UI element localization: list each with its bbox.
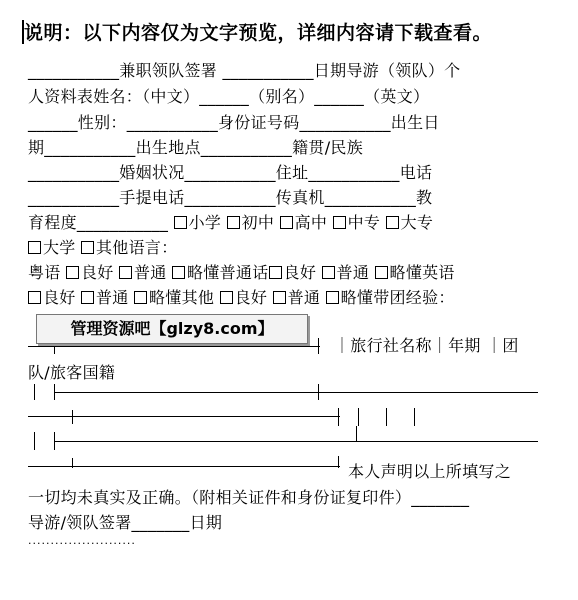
education-label: 育程度___________ xyxy=(28,213,169,232)
education-line xyxy=(28,210,433,233)
table-rule xyxy=(54,392,538,393)
option-junior-high: 初中 xyxy=(241,213,275,232)
table-tick xyxy=(358,408,359,426)
label-tour-experience: 略懂带团经验： xyxy=(340,288,455,307)
checkbox-english-good[interactable] xyxy=(28,291,41,304)
declaration-text-1: 本人声明以上所填写之 xyxy=(348,462,512,481)
table-tick xyxy=(34,384,35,400)
label-normal: 普通 xyxy=(96,288,129,307)
checkbox-primary-school[interactable] xyxy=(174,216,187,229)
table-tick xyxy=(414,408,415,426)
table-tick xyxy=(356,426,357,442)
option-other-language: 其他语言： xyxy=(96,238,178,257)
table-tick xyxy=(54,346,55,354)
dot-leader: ........................ xyxy=(28,534,136,547)
checkbox-tour-experience[interactable] xyxy=(326,291,339,304)
watermark-banner: 管理资源吧【glzy8.com】 xyxy=(36,314,308,344)
form-line-1: ___________兼职领队签署 ___________日期导游（领队）个 xyxy=(28,61,461,80)
checkbox-mandarin-basic[interactable] xyxy=(172,266,185,279)
checkbox-english-basic[interactable] xyxy=(375,266,388,279)
table-tick xyxy=(34,432,35,450)
language-cantonese: 粤语 xyxy=(28,263,61,282)
form-line-2: 人资料表姓名：（中文）______（别名）______（英文） xyxy=(28,87,430,106)
checkbox-mandarin-normal[interactable] xyxy=(322,266,335,279)
table-tick xyxy=(338,456,339,468)
option-university: 大学 xyxy=(43,238,76,257)
form-line-5: ___________婚姻状况___________住址___________电话 xyxy=(28,163,433,182)
label-mandarin-basic: 略懂普通话 xyxy=(187,263,269,282)
checkbox-other-language[interactable] xyxy=(81,241,94,254)
label-normal: 普通 xyxy=(336,263,370,282)
checkbox-cantonese-normal[interactable] xyxy=(119,266,132,279)
label-normal: 普通 xyxy=(287,288,321,307)
option-primary-school: 小学 xyxy=(188,213,222,232)
label-good: 良好 xyxy=(283,263,317,282)
table-tick xyxy=(72,410,73,424)
option-college: 大专 xyxy=(400,213,434,232)
option-senior-high: 高中 xyxy=(294,213,328,232)
checkbox-mandarin-good[interactable] xyxy=(269,266,282,279)
table-header: ｜旅行社名称｜年期 ｜团 xyxy=(334,336,519,355)
checkbox-cantonese-good[interactable] xyxy=(66,266,79,279)
label-good: 良好 xyxy=(43,288,76,307)
checkbox-other-normal[interactable] xyxy=(273,291,286,304)
table-tick xyxy=(318,338,319,354)
checkbox-vocational[interactable] xyxy=(333,216,346,229)
option-vocational: 中专 xyxy=(347,213,381,232)
label-good: 良好 xyxy=(234,288,268,307)
form-line-4: 期___________出生地点___________籍贯/民族 xyxy=(28,138,363,157)
preview-notice: 说明：以下内容仅为文字预览，详细内容请下载查看。 xyxy=(24,22,493,44)
language-line-2 xyxy=(28,285,455,308)
language-line-1 xyxy=(28,260,455,283)
checkbox-college[interactable] xyxy=(386,216,399,229)
table-rule xyxy=(54,441,538,442)
form-line-6: ___________手提电话___________传真机___________教 xyxy=(28,188,433,207)
label-english-basic: 略懂英语 xyxy=(389,263,455,282)
checkbox-senior-high[interactable] xyxy=(280,216,293,229)
checkbox-other-basic[interactable] xyxy=(134,291,147,304)
table-rule xyxy=(28,346,320,347)
table-tick xyxy=(318,384,319,400)
declaration-text-2: 一切均未真实及正确。（附相关证件和身份证复印件）_______ xyxy=(28,488,470,507)
label-good: 良好 xyxy=(81,263,114,282)
label-normal: 普通 xyxy=(134,263,167,282)
checkbox-other-good[interactable] xyxy=(220,291,233,304)
table-tick xyxy=(386,408,387,426)
table-rule xyxy=(28,466,340,467)
checkbox-university[interactable] xyxy=(28,241,41,254)
label-other-basic: 略懂其他 xyxy=(149,288,215,307)
form-line-3: ______性别：___________身份证号码___________出生日 xyxy=(28,113,440,132)
declaration-text-3: 导游/领队签署_______日期 xyxy=(28,513,223,532)
table-tick xyxy=(338,408,339,426)
education-line-2 xyxy=(28,235,178,258)
table-rule xyxy=(28,416,340,417)
table-tick xyxy=(72,458,73,468)
table-header-2: 队/旅客国籍 xyxy=(28,363,116,382)
checkbox-junior-high[interactable] xyxy=(227,216,240,229)
checkbox-english-normal[interactable] xyxy=(81,291,94,304)
